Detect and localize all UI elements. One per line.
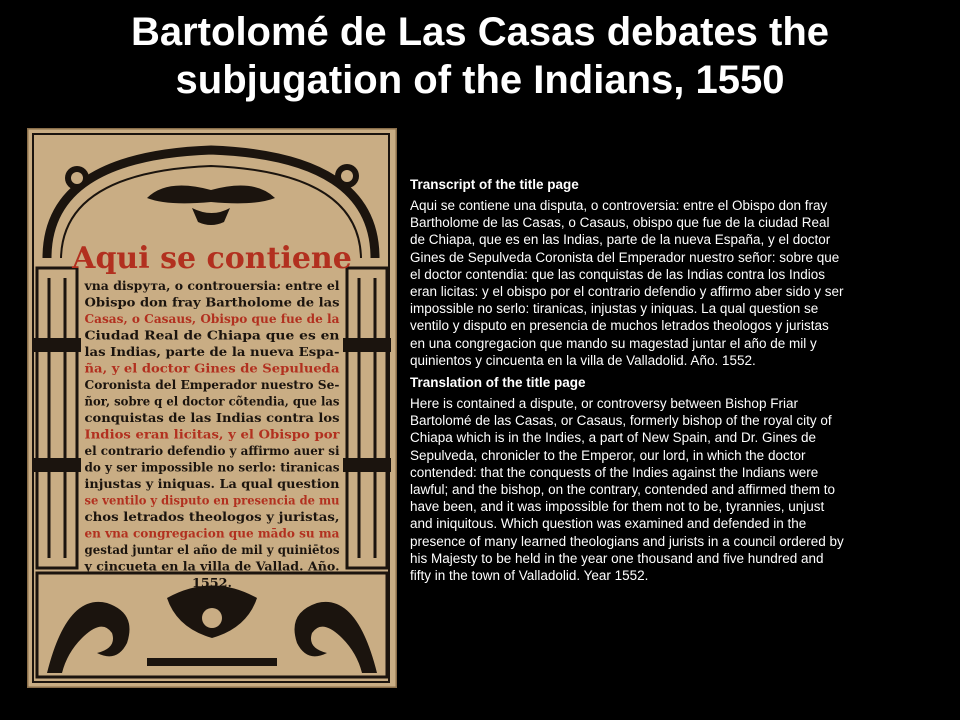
- book-text-line: 1552.: [192, 576, 232, 590]
- book-text-line: chos letrados theologos y juristas,: [84, 510, 340, 524]
- title-page-image: [27, 128, 397, 688]
- translation-body: Here is contained a dispute, or controversy between Bishop Friar Bartolomé de las Casas, or Casaus, formerly bishop of the royal city of Chiapa which is in the Indies, a part of New Spain, and Dr. Gines de Sepulveda, chronicler to the Emperor, our lord, in which the doctor contended: that the conquests of the Indies against the Indians were lawful; and the bishop, on the contrary, contended and affirmed them to have been, and it was impossible for them not to be, tyrannies, unjust and iniquitous. Which question was examined and defended in the presence of many learned theologians and jurists in a council ordered by his Majesty to be held in the year one thousand and five hundred and fifty in the town of Valladolid. Year 1552.: [410, 396, 844, 584]
- book-headline: Aqui se contiene: [72, 241, 352, 276]
- book-text-line: Obispo don fray Bartholome de las: [84, 295, 340, 310]
- transcript-body: Aqui se contiene una disputa, o controversia: entre el Obispo don fray Bartholome de las Casas, o Casaus, obispo que fue de la ciudad Real de Chiapa, que es en las Indias, parte de la nueva España, y el doctor Gines de Sepulveda Coronista del Emperador nuestro señor: sobre que el doctor contendia: que las conquistas de las Indias contra los Indios eran licitas: y el obispo por el contrario defendio y affirmo aber sido y ser impossible no serlo: tiranicas, injustas y iniquas. La qual question se ventilo y disputo en presencia de muchos letrados theologos y juristas en una congregacion que mando su magestad juntar el año de mil y quinientos y cincuenta en la villa de Valladolid. Año. 1552.: [410, 198, 844, 368]
- book-text-line: Ciudad Real de Chiapa que es en: [84, 328, 340, 343]
- transcript-heading: Transcript of the title page: [410, 177, 579, 192]
- book-text-line: injustas y iniquas. La qual question: [84, 477, 340, 491]
- book-text-line: se ventilo y disputo en presencia de mu: [84, 493, 340, 508]
- text-column: [410, 176, 930, 589]
- book-text-line: gestad juntar el año de mil y quiniētos: [84, 543, 340, 557]
- book-text-line: Indios eran licitas, y el Obispo por: [84, 427, 341, 442]
- book-text-line: ña, y el doctor Gines de Sepulueda: [84, 361, 340, 376]
- book-text-line: Casas, o Casaus, Obispo que fue de la: [84, 312, 340, 326]
- book-text-line: do y ser impossible no serlo: tiranicas: [84, 460, 340, 475]
- book-text-line: vna dispута, o controuersia: entre el: [83, 279, 340, 293]
- book-text-line: el contrario defendio y affirmo auer si: [84, 444, 340, 458]
- book-text-line: en vna congregacion que mādo su ma: [84, 526, 340, 541]
- translation-heading: Translation of the title page: [410, 375, 586, 391]
- book-text-line: y cincueta en la villa de Vallad. Año.: [83, 559, 340, 574]
- book-text-line: conquistas de las Indias contra los: [84, 411, 340, 425]
- title-page-woodcut: [27, 128, 397, 688]
- slide-title: Bartolomé de Las Casas debates the subjugation of the Indians, 1550: [130, 10, 830, 102]
- book-text-line: Coronista del Emperador nuestro Se-: [84, 378, 340, 392]
- book-text-line: las Indias, parte de la nueva Espa-: [84, 345, 340, 359]
- book-text-line: ñor, sobre q el doctor cõtendia, que las: [84, 394, 340, 409]
